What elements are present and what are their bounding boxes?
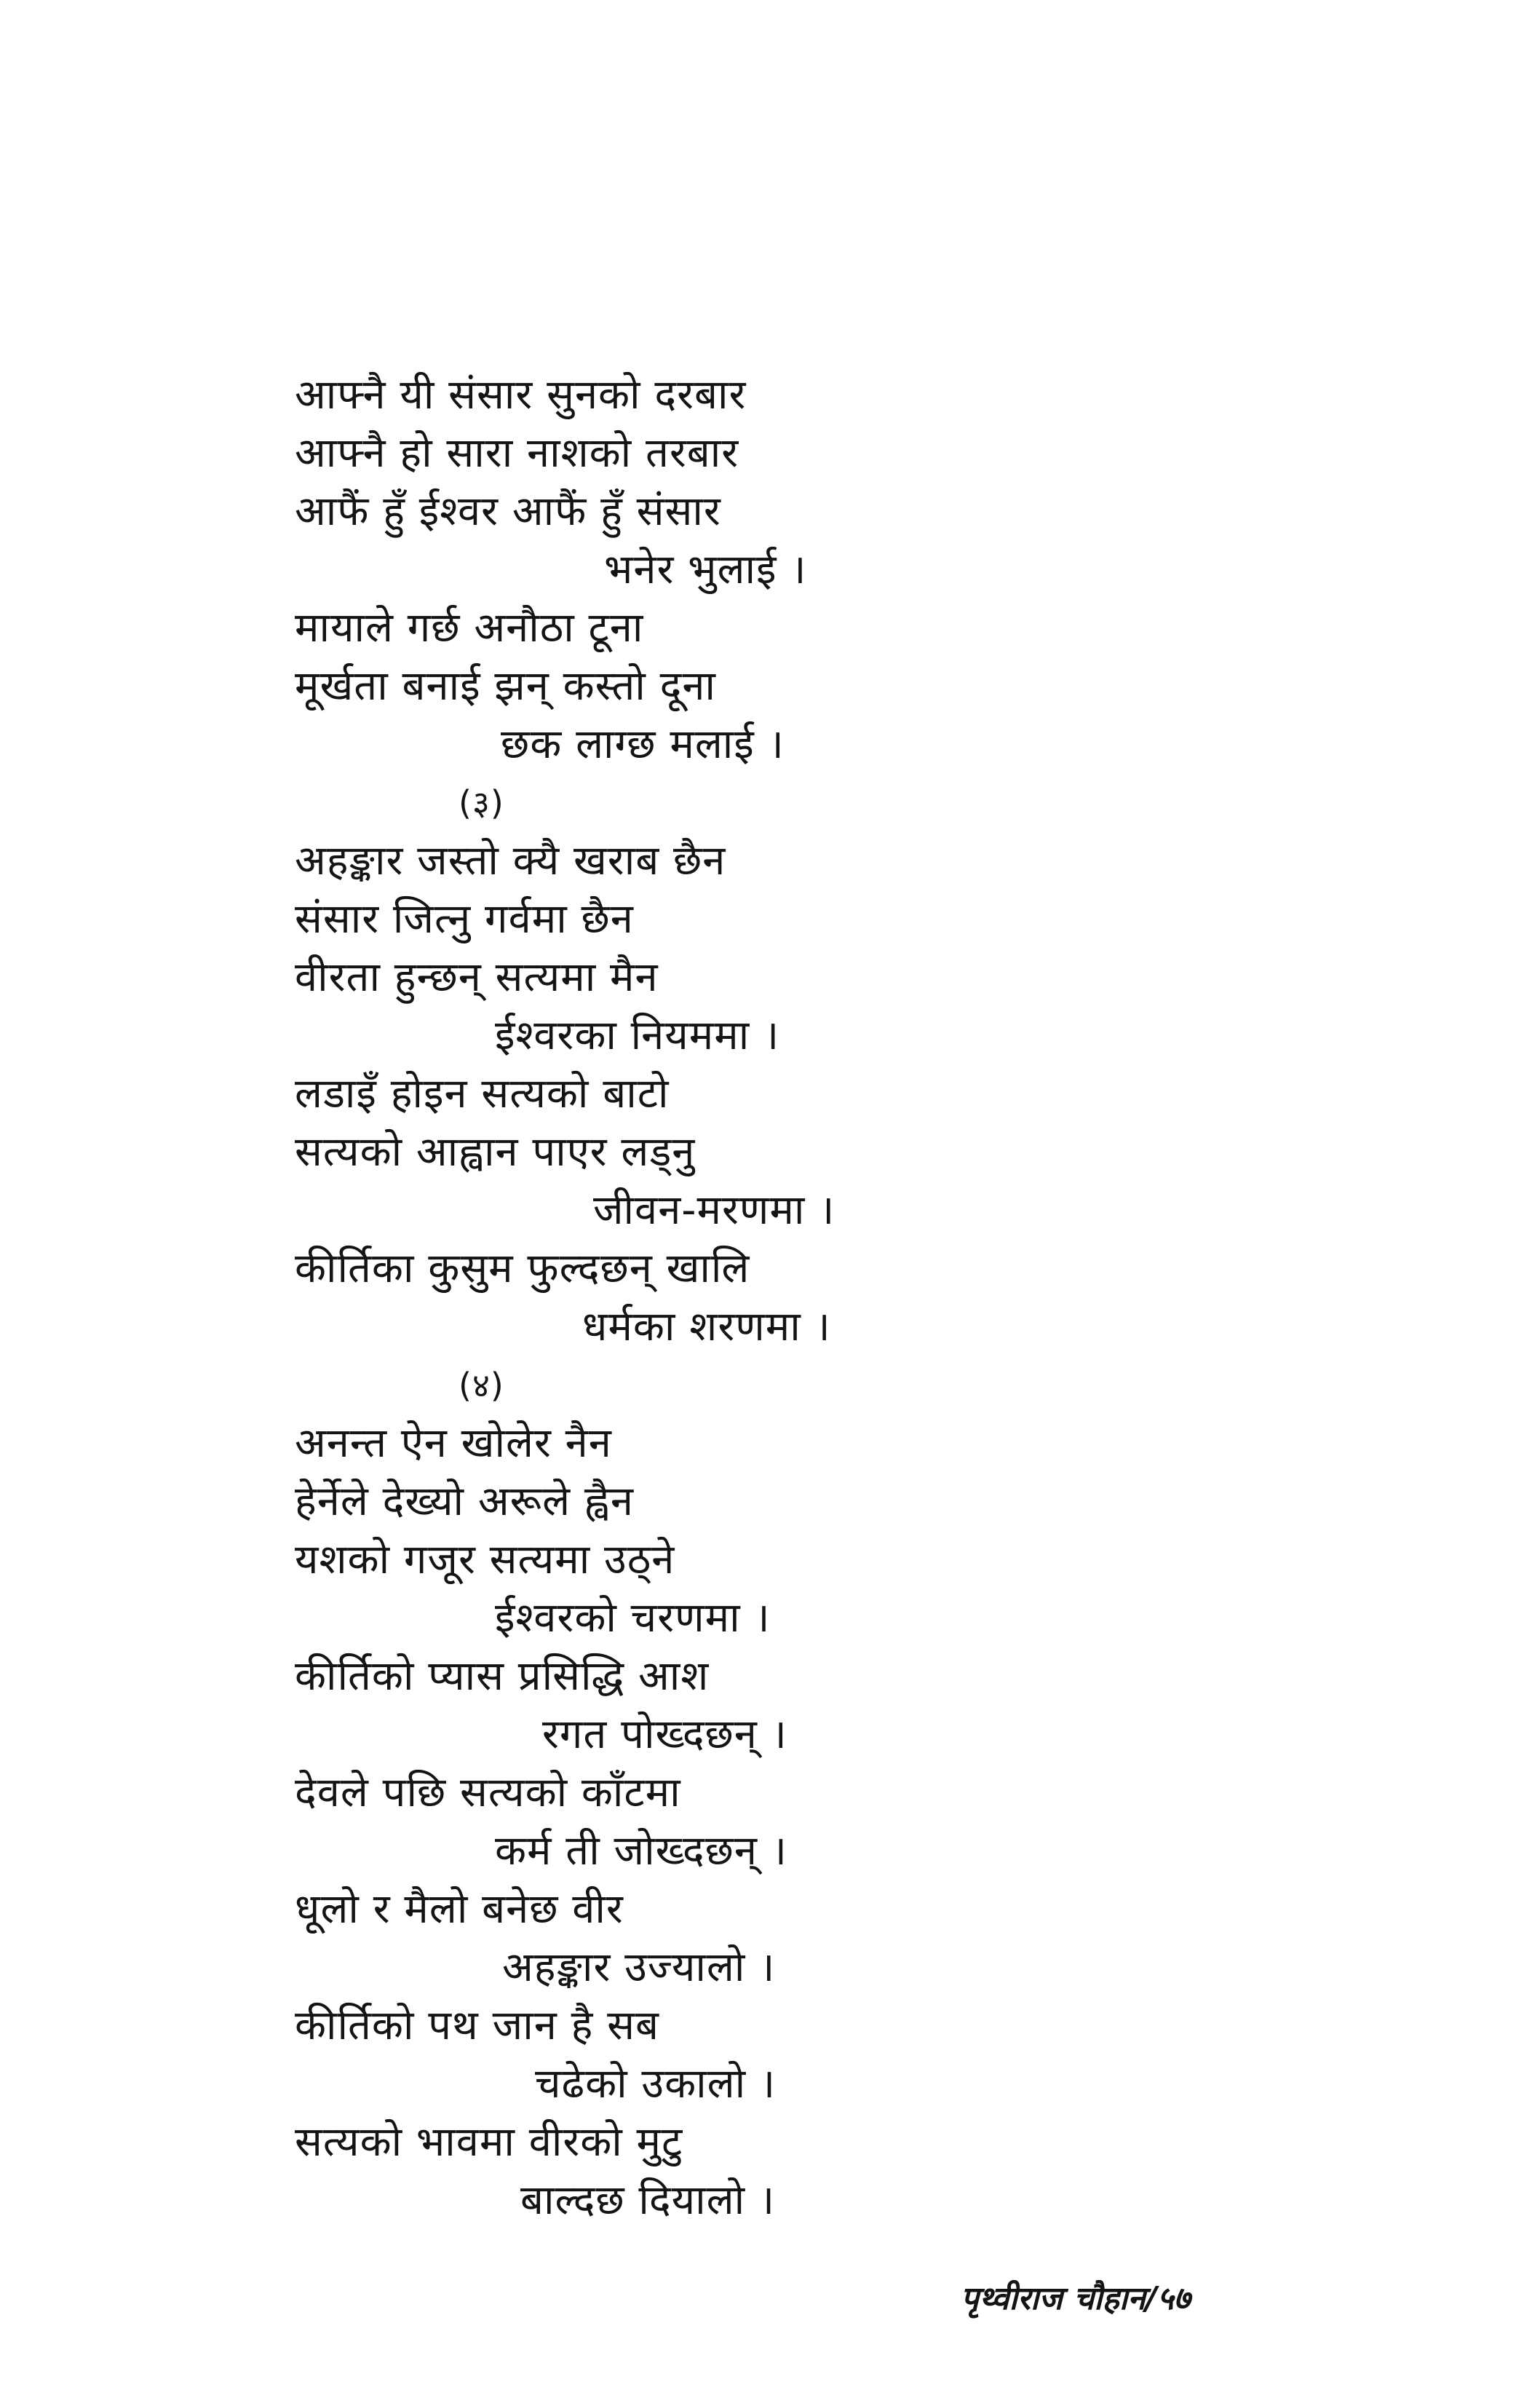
footer-separator: / xyxy=(1145,2280,1157,2317)
verse-line: मूर्खता बनाई झन् कस्तो दूना xyxy=(295,662,716,710)
verse-line: कीर्तिका कुसुम फुल्दछन् खालि xyxy=(295,1245,750,1292)
verse-line-refrain: रगत पोख्दछन् । xyxy=(542,1711,787,1758)
verse-line: सत्यको भावमा वीरको मुटु xyxy=(295,2118,683,2166)
stanza-number: (४) xyxy=(459,1366,504,1405)
verse-line: आफ्नै यी संसार सुनको दरबार xyxy=(295,371,747,419)
verse-line-refrain: ईश्वरका नियममा । xyxy=(495,1012,780,1059)
verse-line: आफैं हुँ ईश्वर आफैं हुँ संसार xyxy=(295,488,721,535)
verse-line-refrain: छक लाग्छ मलाई । xyxy=(501,721,785,768)
running-title: पृथ्वीराज चौहान xyxy=(961,2280,1146,2317)
verse-line-refrain: अहङ्कार उज्यालो । xyxy=(502,1944,776,1991)
verse-line-refrain: जीवन-मरणमा । xyxy=(593,1187,836,1234)
verse-line: वीरता हुन्छन् सत्यमा मैन xyxy=(295,954,659,1001)
verse-line-refrain: भनेर भुलाई । xyxy=(604,546,807,593)
verse-line-refrain: चढेको उकालो । xyxy=(535,2060,777,2108)
stanza-number: (३) xyxy=(459,783,504,823)
page-footer xyxy=(961,2277,1191,2321)
page-number: ५७ xyxy=(1156,2280,1191,2317)
verse-line: सत्यको आह्वान पाएर लड्नु xyxy=(295,1128,696,1176)
verse-line: धूलो र मैलो बनेछ वीर xyxy=(295,1885,624,1933)
verse-line: संसार जित्नु गर्वमा छैन xyxy=(295,895,634,943)
verse-line: मायाले गर्छ अनौठा टूना xyxy=(295,604,644,652)
verse-line: कीर्तिको पथ जान है सब xyxy=(295,2002,659,2049)
verse-line-refrain: कर्म ती जोख्दछन् । xyxy=(495,1827,787,1875)
verse-line-refrain: ईश्वरको चरणमा । xyxy=(495,1594,771,1642)
verse-line-refrain: बाल्दछ दियालो । xyxy=(520,2177,776,2224)
verse-line: अनन्त ऐन खोलेर नैन xyxy=(295,1420,612,1467)
verse-line: आफ्नै हो सारा नाशको तरबार xyxy=(295,430,739,477)
verse-line: देवले पछि सत्यको काँटमा xyxy=(295,1769,681,1816)
verse-line: यशको गजूर सत्यमा उठ्ने xyxy=(295,1536,675,1583)
verse-line: कीर्तिको प्यास प्रसिद्धि आश xyxy=(295,1653,710,1700)
verse-line: अहङ्कार जस्तो क्यै खराब छैन xyxy=(295,837,726,885)
verse-line: हेर्नेले देख्यो अरूले ह्वैन xyxy=(295,1478,634,1525)
verse-line: लडाइँ होइन सत्यको बाटो xyxy=(295,1070,670,1117)
verse-line-refrain: धर्मका शरणमा । xyxy=(582,1303,831,1350)
